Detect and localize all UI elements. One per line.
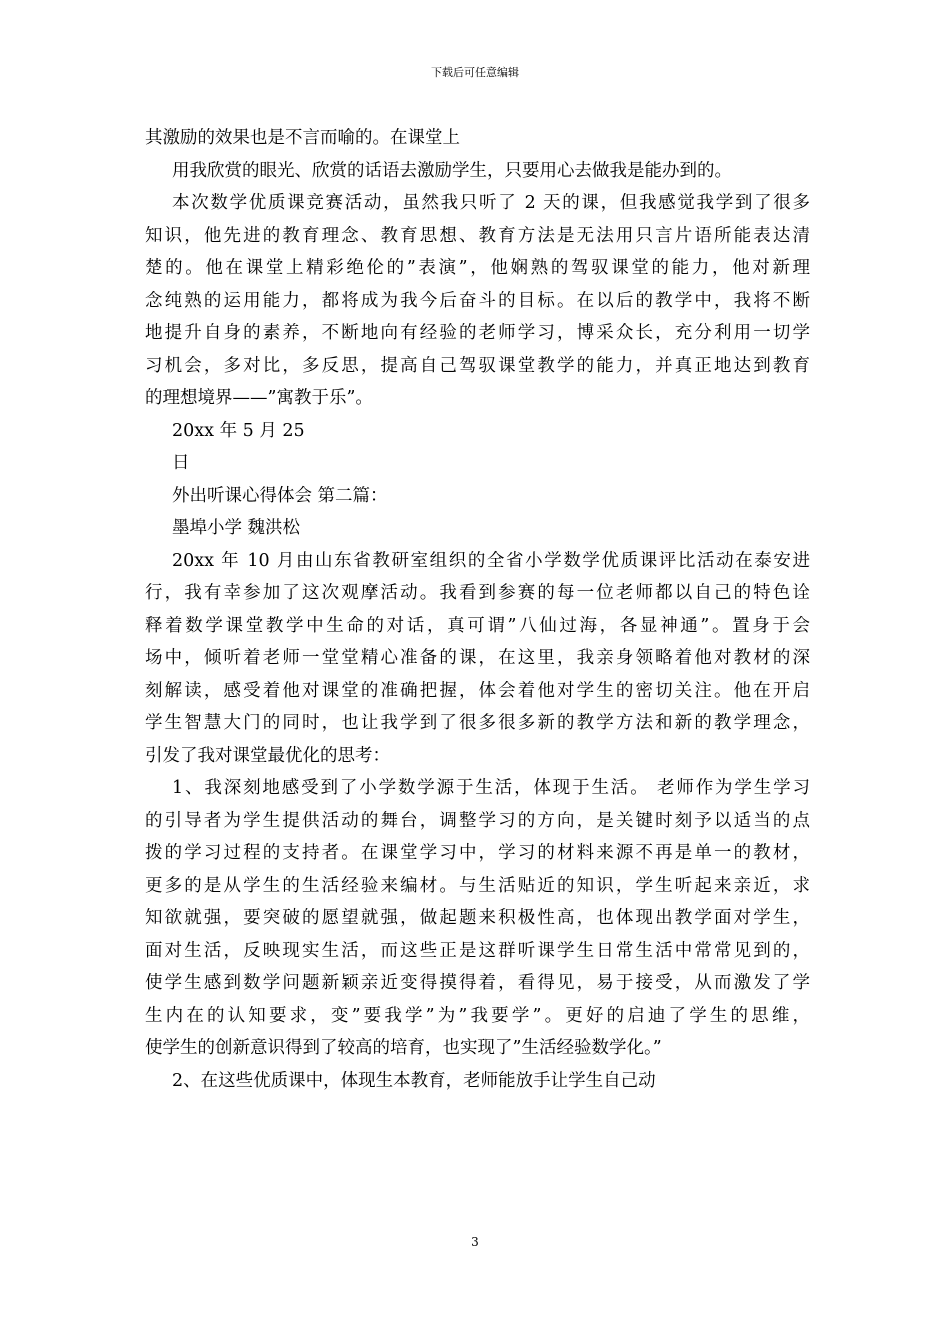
text-line: 2、在这些优质课中，体现生本教育，老师能放手让学生自己动 [172, 1070, 656, 1091]
text-line: 学生智慧大门的同时，也让我学到了很多很多新的教学方法和新的教学理念， [145, 713, 810, 733]
text-line: 知欲就强，要突破的愿望就强，做起题来积极性高，也体现出教学面对学生， [145, 908, 810, 928]
text-line: 念纯熟的运用能力，都将成为我今后奋斗的目标。在以后的教学中，我将不断 [145, 290, 810, 311]
text-line: 用我欣赏的眼光、欣赏的话语去激励学生，只要用心去做我是能办到的。 [172, 160, 732, 181]
text-line: 生内在的认知要求，变”要我学”为”我要学”。更好的启迪了学生的思维， [145, 1005, 810, 1026]
text-line: 拨的学习过程的支持者。在课堂学习中，学习的材料来源不再是单一的教材， [145, 843, 810, 863]
text-line: 本次数学优质课竞赛活动，虽然我只听了 2 天的课，但我感觉我学到了很多 [172, 193, 810, 213]
text-line: 外出听课心得体会 第二篇： [172, 485, 388, 506]
text-line: 墨埠小学 魏洪松 [172, 518, 301, 538]
text-line: 行，我有幸参加了这次观摩活动。我看到参赛的每一位老师都以自己的特色诠 [145, 583, 810, 603]
text-line: 更多的是从学生的生活经验来编材。与生活贴近的知识，学生听起来亲近，求 [145, 875, 810, 896]
text-line: 知识，他先进的教育理念、教育思想、教育方法是无法用只言片语所能表达清 [145, 225, 810, 246]
text-line: 楚的。他在课堂上精彩绝伦的”表演”，他娴熟的驾驭课堂的能力，他对新理 [145, 258, 810, 278]
text-line: 地提升自身的素养，不断地向有经验的老师学习，博采众长，充分利用一切学 [145, 323, 810, 343]
text-line: 的理想境界——”寓教于乐”。 [145, 388, 373, 408]
text-line: 20xx 年 10 月由山东省教研室组织的全省小学数学优质课评比活动在泰安进 [172, 550, 810, 571]
text-line: 引发了我对课堂最优化的思考： [145, 745, 390, 766]
text-line: 习机会，多对比，多反思，提高自己驾驭课堂教学的能力，并真正地达到教育 [145, 355, 810, 376]
text-line: 1、我深刻地感受到了小学数学源于生活，体现于生活。 老师作为学生学习 [172, 778, 810, 798]
text-line: 日 [172, 453, 190, 473]
text-line: 其激励的效果也是不言而喻的。在课堂上 [145, 128, 460, 148]
text-line: 场中，倾听着老师一堂堂精心准备的课，在这里，我亲身领略着他对教材的深 [145, 648, 810, 668]
text-line: 使学生感到数学问题新颖亲近变得摸得着，看得见，易于接受，从而激发了学 [145, 973, 810, 993]
text-line: 刻解读，感受着他对课堂的准确把握，体会着他对学生的密切关注。他在开启 [145, 680, 810, 701]
page-header: 下载后可任意编辑 [431, 66, 519, 79]
text-line: 20xx 年 5 月 25 [172, 420, 305, 441]
text-line: 面对生活，反映现实生活，而这些正是这群听课学生日常生活中常常见到的， [145, 940, 810, 961]
page-number: 3 [471, 1235, 479, 1249]
text-line: 使学生的创新意识得到了较高的培育，也实现了”生活经验数学化。” [145, 1038, 662, 1058]
text-line: 的引导者为学生提供活动的舞台，调整学习的方向，是关键时刻予以适当的点 [145, 810, 810, 831]
text-line: 释着数学课堂教学中生命的对话，真可谓”八仙过海，各显神通”。置身于会 [145, 615, 810, 636]
document-body [145, 122, 810, 1097]
